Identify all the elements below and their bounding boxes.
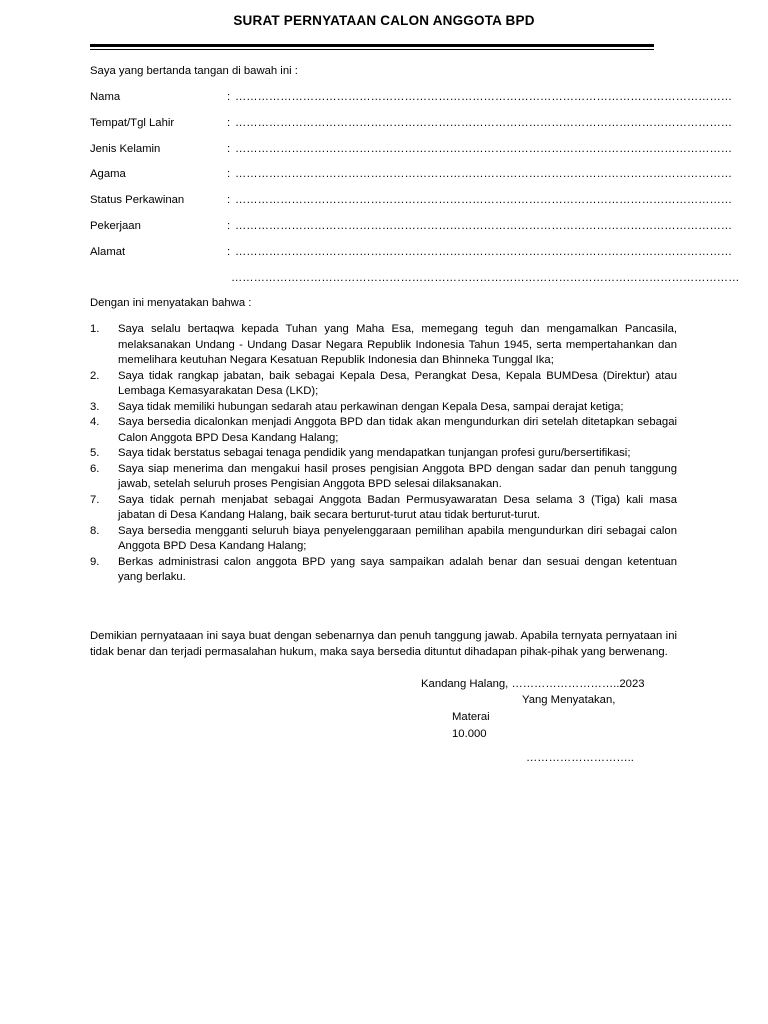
declaration-intro: Dengan ini menyatakan bahwa : [90, 297, 252, 309]
document-title: SURAT PERNYATAAN CALON ANGGOTA BPD [233, 13, 535, 28]
field-colon: : [227, 245, 231, 258]
closing-paragraph: Demikian pernyataaan ini saya buat dengan sebenarnya dan penuh tanggung jawab. Apabila ternyata pernyataan ini tidak benar dan terjadi permasalahan hukum, maka saya bersedia dituntut dihadapan pihak-pihak yang berwenang. [90, 630, 677, 658]
place-date: Kandang Halang, ………………………..2023 [421, 678, 645, 690]
field-colon: : [227, 142, 231, 155]
field-colon: : [227, 116, 231, 129]
signer-label: Yang Menyatakan, [522, 694, 616, 706]
item-text: Berkas administrasi calon anggota BPD yang saya sampaikan adalah benar dan sesuai dengan ketentuan yang berlaku. [118, 555, 677, 583]
item-number: 5. [90, 447, 100, 459]
item-number: 4. [90, 416, 100, 428]
item-text: Saya selalu bertaqwa kepada Tuhan yang Maha Esa, memegang teguh dan mengamalkan Pancasila, melaksanakan Undang - Undang Dasar Negara Republik Indonesia Tahun 1945, serta mempertahankan dan memelihara keutuhan Negara Kesatuan Republik Indonesia dan Bhinneka Tunggal Ika; [118, 323, 677, 366]
title-thin-rule [90, 49, 654, 50]
item-text: Saya tidak pernah menjabat sebagai Anggota Badan Permusyawaratan Desa selama 3 (Tiga) kali masa jabatan di Desa Kandang Halang, baik secara berturut-turut atau tidak berturut-turut. [118, 493, 677, 521]
list-item [90, 493, 677, 524]
item-number: 9. [90, 555, 100, 568]
item-number: 7. [90, 493, 100, 506]
declaration-list [90, 322, 677, 586]
field-colon: : [227, 219, 231, 232]
stamp-placeholder [452, 709, 490, 742]
field-alamat [90, 245, 733, 271]
list-item [90, 555, 677, 586]
field-colon: : [227, 168, 231, 181]
identity-fields [90, 90, 740, 296]
field-blank: …………………………………………………………………………………………………………………… [235, 194, 733, 207]
field-colon: : [227, 91, 231, 103]
field-jenis-kelamin [90, 142, 733, 168]
field-blank: …………………………………………………………………………………………………………………… [235, 142, 733, 155]
list-item [90, 462, 677, 493]
list-item [90, 400, 677, 416]
item-number: 6. [90, 462, 100, 475]
field-label: Nama [90, 91, 121, 103]
item-text: Saya tidak berstatus sebagai tenaga pendidik yang mendapatkan tunjangan profesi guru/bersertifikasi; [118, 447, 631, 459]
title-thick-rule [90, 44, 654, 47]
field-blank: …………………………………………………………………………………………………………………… [235, 219, 733, 232]
item-text: Saya tidak rangkap jabatan, baik sebagai Kepala Desa, Perangkat Desa, Kepala BUMDesa (Direktur) atau Lembaga Kemasyarakatan Desa (LKD); [118, 369, 677, 397]
field-status-perkawinan [90, 193, 733, 219]
item-number: 8. [90, 524, 100, 537]
item-number: 2. [90, 369, 100, 382]
item-text: Saya tidak memiliki hubungan sedarah atau perkawinan dengan Kepala Desa, sampai derajat ketiga; [118, 400, 624, 413]
field-label: Jenis Kelamin [90, 142, 161, 155]
field-nama [90, 90, 733, 116]
signature-line: ……………………….. [526, 752, 634, 764]
field-label: Tempat/Tgl Lahir [90, 116, 175, 129]
list-item [90, 415, 677, 446]
field-tempat-tgl-lahir [90, 116, 733, 142]
field-blank: …………………………………………………………………………………………………………………… [235, 116, 733, 129]
field-label: Alamat [90, 245, 126, 258]
intro-text: Saya yang bertanda tangan di bawah ini : [90, 65, 298, 77]
field-blank: …………………………………………………………………………………………………………………… [235, 168, 733, 181]
stamp-label: Materai [452, 711, 490, 723]
field-blank: ……………………………………………………………………………………………………………………… [231, 271, 740, 284]
list-item [90, 369, 677, 400]
item-text: Saya bersedia dicalonkan menjadi Anggota BPD dan tidak akan mengundurkan diri setelah ditetapkan sebagai Calon Anggota BPD Desa Kandang Halang; [118, 416, 677, 444]
item-number: 1. [90, 323, 100, 335]
list-item [90, 322, 677, 369]
list-item [90, 524, 677, 555]
field-label: Pekerjaan [90, 219, 141, 232]
field-alamat-continuation [90, 271, 740, 297]
field-blank: …………………………………………………………………………………………………………………… [235, 91, 733, 103]
field-label: Agama [90, 168, 126, 181]
list-item [90, 446, 677, 462]
stamp-value: 10.000 [452, 727, 487, 740]
item-text: Saya siap menerima dan mengakui hasil proses pengisian Anggota BPD dengan sadar dan penuh tanggung jawab, setelah seluruh proses Pengisian Anggota BPD selesai dilaksanakan. [118, 462, 677, 490]
item-number: 3. [90, 400, 100, 413]
field-agama [90, 167, 733, 193]
item-text: Saya bersedia mengganti seluruh biaya penyelenggaraan pemilihan apabila mengundurkan diri sebagai calon Anggota BPD Desa Kandang Halang; [118, 524, 677, 552]
field-pekerjaan [90, 219, 733, 245]
field-label: Status Perkawinan [90, 194, 185, 207]
field-blank: …………………………………………………………………………………………………………………… [235, 245, 733, 258]
field-colon: : [227, 194, 231, 207]
